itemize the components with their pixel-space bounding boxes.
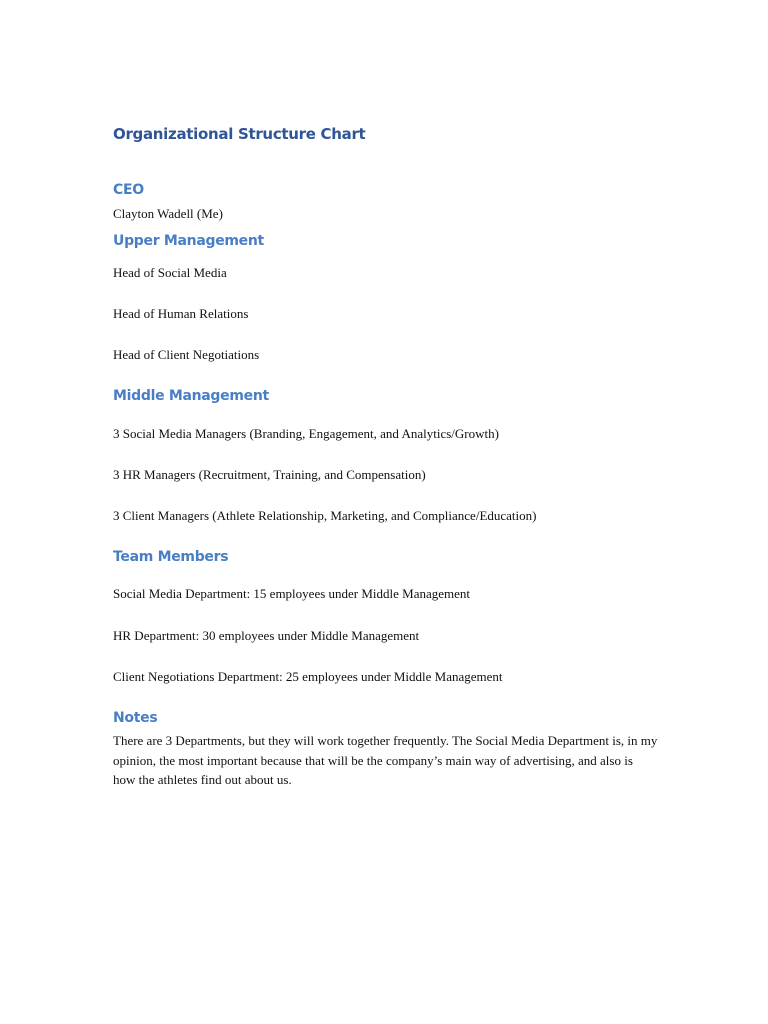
team-members-heading: Team Members: [113, 549, 229, 565]
team-members-item: HR Department: 30 employees under Middle Management: [113, 628, 420, 643]
ceo-name: Clayton Wadell (Me): [113, 206, 223, 221]
team-members-item: Client Negotiations Department: 25 employees under Middle Management: [113, 669, 503, 684]
ceo-heading: CEO: [113, 182, 144, 198]
notes-heading: Notes: [113, 710, 158, 726]
middle-management-item: 3 Client Managers (Athlete Relationship, Marketing, and Compliance/Education): [113, 508, 537, 523]
upper-management-heading: Upper Management: [113, 233, 264, 249]
upper-management-item: Head of Human Relations: [113, 306, 249, 321]
team-members-item: Social Media Department: 15 employees under Middle Management: [113, 586, 471, 601]
upper-management-item: Head of Client Negotiations: [113, 347, 260, 362]
middle-management-heading: Middle Management: [113, 388, 269, 404]
document-title: Organizational Structure Chart: [113, 125, 366, 143]
middle-management-item: 3 Social Media Managers (Branding, Engagement, and Analytics/Growth): [113, 426, 499, 441]
notes-paragraph: There are 3 Departments, but they will work together frequently. The Social Media Department is, in my opinion, the most important because that will be the company’s main way of advertising, and also is how the athletes find out about us.: [113, 733, 658, 787]
upper-management-item: Head of Social Media: [113, 265, 227, 280]
middle-management-item: 3 HR Managers (Recruitment, Training, and Compensation): [113, 467, 426, 482]
